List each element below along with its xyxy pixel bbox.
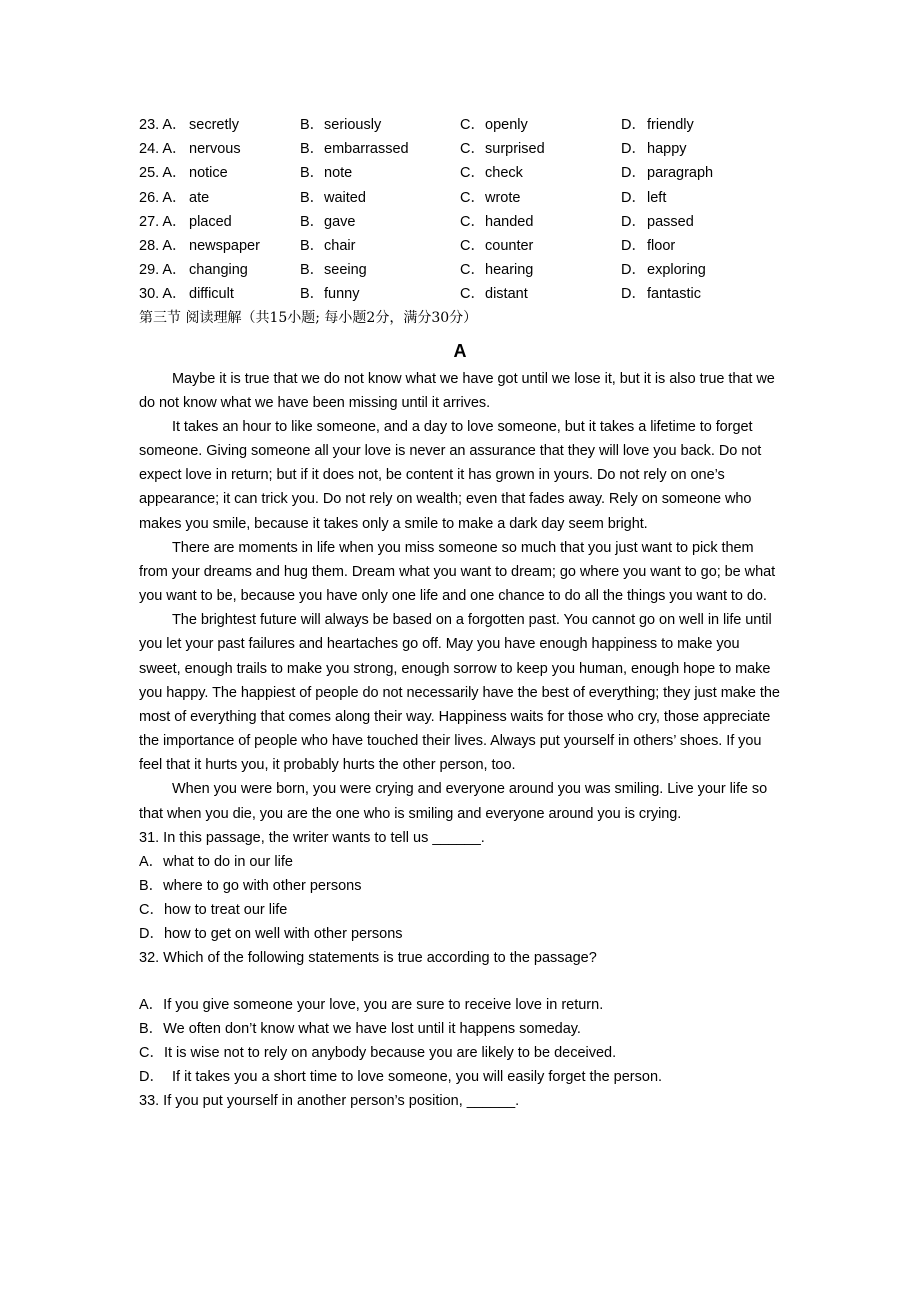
choice-row-30 [139, 282, 781, 306]
option-c: distant [485, 286, 528, 303]
choice-number-a: 25. A． [139, 165, 187, 182]
option-d-label: D． [621, 286, 646, 303]
option-b: seriously [324, 117, 382, 133]
choice-row-26 [139, 186, 781, 210]
option-b-label: B． [300, 213, 325, 230]
option-c: check [485, 165, 523, 182]
spacer [139, 971, 781, 993]
passage-body [139, 367, 781, 826]
option-d: fantastic [647, 286, 701, 303]
option-c: hearing [485, 262, 534, 279]
answer-option: A．If you give someone your love, you are sure to receive love in return. [139, 996, 604, 1013]
option-d-label: D． [621, 262, 646, 279]
option-b-label: B． [300, 141, 325, 158]
option-b-label: B． [300, 117, 325, 133]
option-c: wrote [485, 189, 521, 206]
paragraph: When you were born, you were crying and everyone around you was smiling. Live your life so that when you die, you are the one who is smiling and everyone around you is crying. [139, 781, 768, 822]
option-b-label: B． [300, 165, 325, 182]
option-d-label: D． [621, 141, 646, 158]
option-b: embarrassed [324, 141, 409, 158]
option-a: newspaper [189, 237, 260, 254]
option-d: happy [647, 141, 687, 158]
question-stem: 31. In this passage, the writer wants to tell us ______. [139, 829, 485, 846]
answer-option: A．what to do in our life [139, 853, 293, 870]
option-b-label: B． [300, 189, 325, 206]
choice-number-a: 24. A． [139, 141, 187, 158]
option-b: gave [324, 213, 356, 230]
passage-title: A [453, 340, 467, 361]
option-c-label: C． [460, 141, 485, 158]
option-b: seeing [324, 262, 367, 279]
option-a: placed [189, 213, 232, 230]
option-c: counter [485, 237, 534, 254]
option-c: surprised [485, 141, 545, 158]
option-c-label: C． [460, 237, 485, 254]
paragraph: Maybe it is true that we do not know what we have got until we lose it, but it is also true that we do not know what we have been missing until it arrives. [139, 370, 775, 411]
option-c-label: C． [460, 189, 485, 206]
option-c-label: C． [460, 213, 485, 230]
choice-number-a: 23. A． [139, 117, 187, 133]
option-a: ate [189, 189, 210, 206]
option-b-label: B． [300, 262, 325, 279]
option-d: paragraph [647, 165, 714, 182]
option-b: chair [324, 237, 356, 254]
answer-option: D．how to get on well with other persons [139, 926, 403, 943]
option-c-label: C． [460, 117, 485, 133]
cloze-options [139, 113, 781, 307]
choice-row-24 [139, 137, 781, 161]
option-c-label: C． [460, 165, 485, 182]
section-heading: 第三节 阅读理解（共15小题; 每小题2分，满分30分） [139, 309, 478, 326]
paragraph: It takes an hour to like someone, and a day to love someone, but it takes a lifetime to forget someone. Giving someone all your love is never an assurance that they will love you back. Do not expect love in return; but if it does not, be content it has grown in yours. Do not rely on one’s appearance; it can trick you. Do not rely on wealth; even that fades away. Rely on someone who makes you smile, because it takes only a smile to make a dark day seem bright. [139, 419, 762, 532]
question-31 [139, 826, 781, 947]
choice-number-a: 26. A． [139, 189, 187, 206]
choice-number-a: 28. A． [139, 237, 187, 254]
option-d-label: D． [621, 165, 646, 182]
question-33 [139, 1089, 781, 1113]
choice-number-a: 27. A． [139, 213, 187, 230]
option-d: left [647, 189, 667, 206]
choice-row-25 [139, 161, 781, 185]
option-a: notice [189, 165, 228, 182]
question-stem: 32. Which of the following statements is true according to the passage? [139, 950, 597, 967]
choice-row-28 [139, 234, 781, 258]
paragraph: There are moments in life when you miss someone so much that you just want to pick them from your dreams and hug them. Dream what you want to dream; go where you want to go; be what you want to be, because you have only one life and one chance to do all the things you want to do. [139, 539, 776, 605]
option-a: difficult [189, 286, 234, 303]
choice-row-23 [139, 113, 781, 137]
choice-number-a: 29. A． [139, 262, 187, 279]
answer-option: B．We often don’t know what we have lost until it happens someday. [139, 1020, 581, 1037]
option-d-label: D． [621, 213, 646, 230]
option-d-label: D． [621, 189, 646, 206]
option-b: note [324, 165, 353, 182]
answer-option: C．how to treat our life [139, 902, 288, 919]
option-c: openly [485, 117, 528, 133]
option-a: changing [189, 262, 248, 279]
option-c-label: C． [460, 286, 485, 303]
option-a: nervous [189, 141, 241, 158]
option-b: waited [324, 189, 366, 206]
option-c: handed [485, 213, 534, 230]
option-b: funny [324, 286, 360, 303]
option-d-label: D． [621, 237, 646, 254]
option-b-label: B． [300, 237, 325, 254]
choice-row-29 [139, 258, 781, 282]
option-a: secretly [189, 117, 239, 133]
option-c-label: C． [460, 262, 485, 279]
exam-page [139, 113, 781, 1113]
paragraph: The brightest future will always be based on a forgotten past. You cannot go on well in life until you let your past failures and heartaches go off. May you have enough happiness to make you sweet, enough trails to make you strong, enough sorrow to keep you human, enough hope to make you happy. The happiest of people do not necessarily have the best of everything; they just make the most of everything that comes along their way. Happiness waits for those who cry, those appreciate the importance of people who have touched their lives. Always put yourself in others’ shoes. If you feel that it hurts you, it probably hurts the other person, too. [139, 612, 780, 774]
option-d-label: D． [621, 117, 646, 133]
option-d: floor [647, 237, 676, 254]
choice-row-27 [139, 210, 781, 234]
question-stem: 33. If you put yourself in another person’s position, ______. [139, 1093, 520, 1110]
option-d: passed [647, 213, 694, 230]
answer-option: C．It is wise not to rely on anybody because you are likely to be deceived. [139, 1044, 617, 1061]
choice-number-a: 30. A． [139, 286, 187, 303]
question-32 [139, 946, 781, 1089]
answer-option: D． If it takes you a short time to love someone, you will easily forget the person. [139, 1069, 663, 1086]
answer-option: B．where to go with other persons [139, 877, 362, 894]
option-d: friendly [647, 117, 694, 133]
option-d: exploring [647, 262, 706, 279]
option-b-label: B． [300, 286, 325, 303]
